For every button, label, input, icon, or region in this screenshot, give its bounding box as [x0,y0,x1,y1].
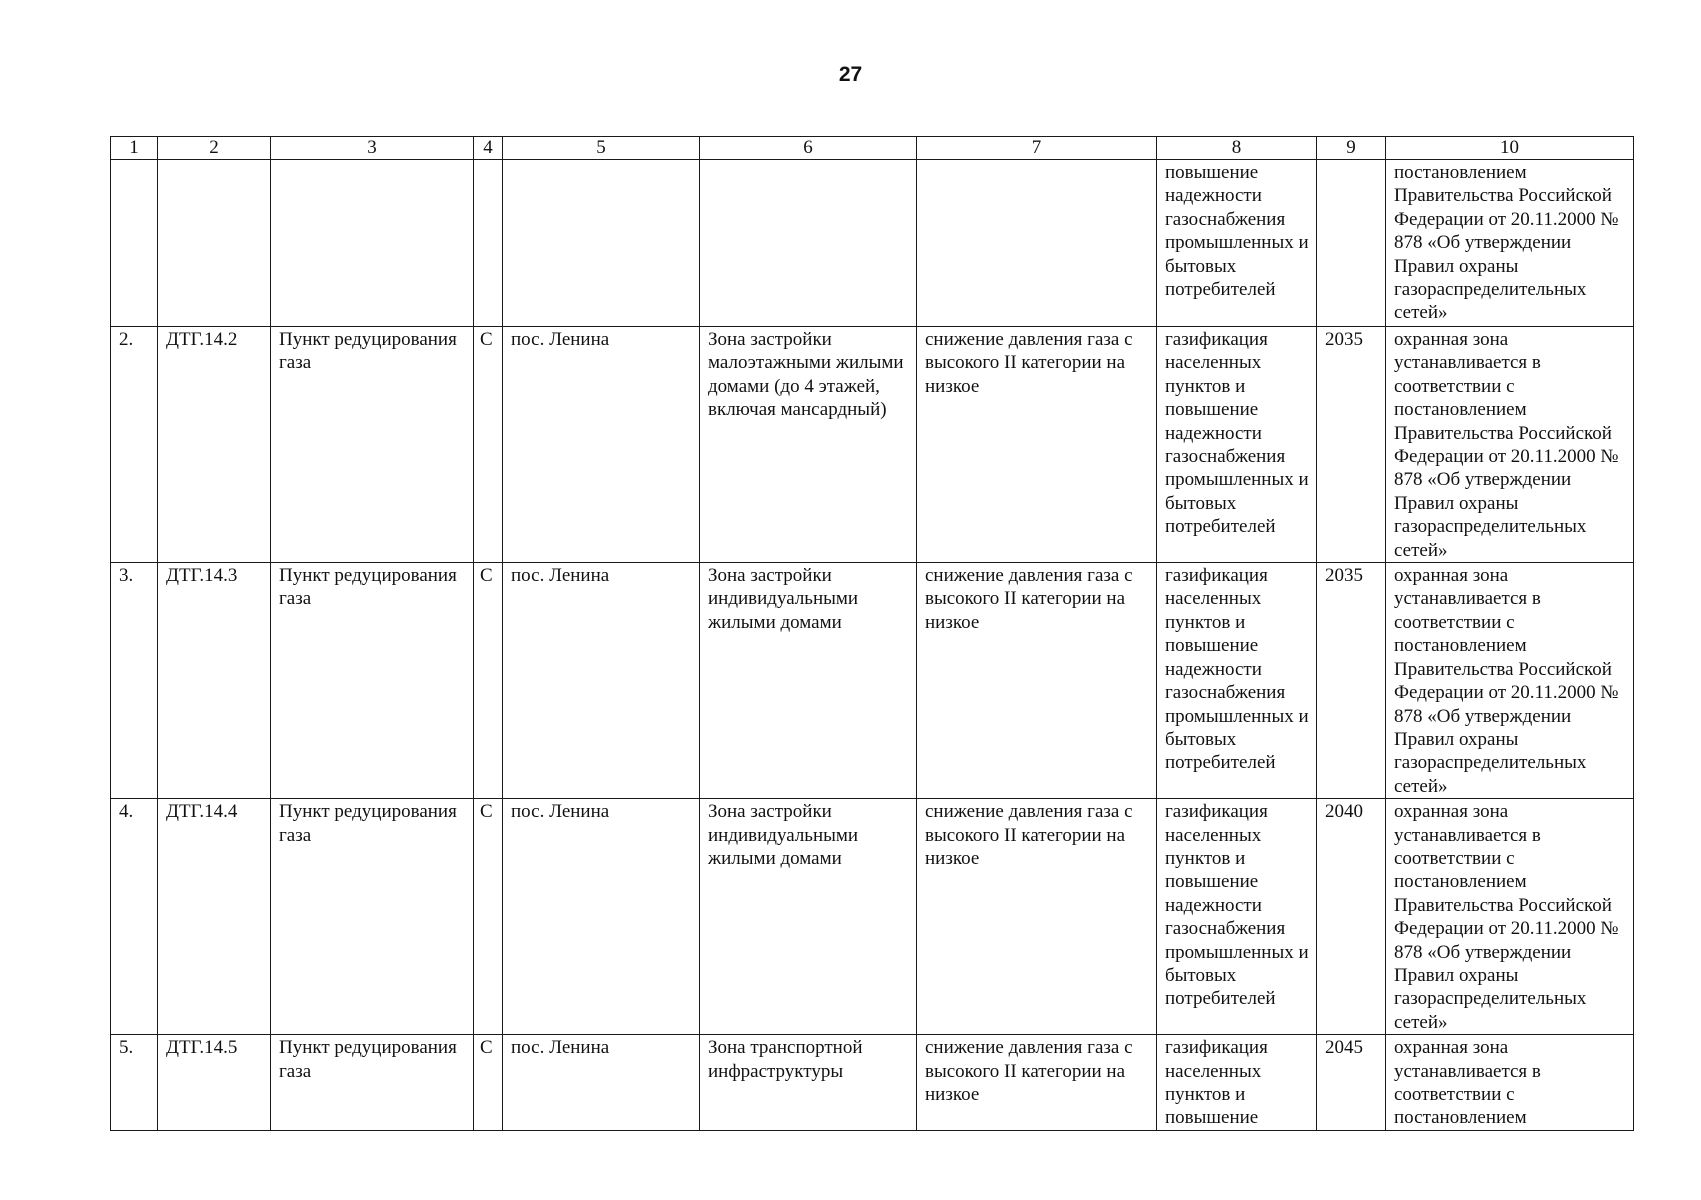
object-code-cell: ДТГ.14.3 [158,563,271,799]
characteristics-cell: снижение давления газа с высокого II категории на низкое [917,799,1157,1035]
table-row [111,799,1634,1035]
status-cell: С [474,563,503,799]
status-cell [474,160,503,327]
table-header-row [111,137,1634,160]
object-code-cell: ДТГ.14.2 [158,327,271,563]
header-cell-4: 4 [474,137,503,160]
object-name-cell [271,160,474,327]
object-code-cell: ДТГ.14.4 [158,799,271,1035]
year-cell: 2035 [1317,327,1386,563]
purpose-cell: газификация населенных пунктов и повышение надежности газоснабжения промышленных и бытовых потребителей [1157,563,1317,799]
row-number-cell: 3. [111,563,158,799]
status-cell: С [474,327,503,563]
table-row [111,160,1634,327]
protection-zone-cell: охранная зона устанавливается в соответствии с постановлением Правительства Российской Федерации от 20.11.2000 № 878 «Об утверждении Правил охраны газораспределительных сетей» [1386,563,1634,799]
object-code-cell [158,160,271,327]
header-cell-6: 6 [700,137,917,160]
table-row [111,563,1634,799]
purpose-cell: газификация населенных пунктов и повышение надежности газоснабжения промышленных и бытовых потребителей [1157,327,1317,563]
status-cell: С [474,1035,503,1131]
characteristics-cell [917,160,1157,327]
characteristics-cell: снижение давления газа с высокого II категории на низкое [917,1035,1157,1131]
zone-cell: Зона застройки индивидуальными жилыми домами [700,799,917,1035]
row-number-cell: 4. [111,799,158,1035]
purpose-cell: газификация населенных пунктов и повышение [1157,1035,1317,1131]
table-row [111,327,1634,563]
location-cell: пос. Ленина [503,799,700,1035]
header-cell-8: 8 [1157,137,1317,160]
header-cell-9: 9 [1317,137,1386,160]
purpose-cell: повышение надежности газоснабжения промышленных и бытовых потребителей [1157,160,1317,327]
protection-zone-cell: постановлением Правительства Российской Федерации от 20.11.2000 № 878 «Об утверждении Правил охраны газораспределительных сетей» [1386,160,1634,327]
location-cell: пос. Ленина [503,327,700,563]
year-cell: 2045 [1317,1035,1386,1131]
characteristics-cell: снижение давления газа с высокого II категории на низкое [917,327,1157,563]
location-cell: пос. Ленина [503,563,700,799]
year-cell [1317,160,1386,327]
objects-table [110,136,1634,1131]
purpose-cell: газификация населенных пунктов и повышение надежности газоснабжения промышленных и бытовых потребителей [1157,799,1317,1035]
header-cell-2: 2 [158,137,271,160]
page-number: 27 [838,63,863,86]
protection-zone-cell: охранная зона устанавливается в соответствии с постановлением Правительства Российской Федерации от 20.11.2000 № 878 «Об утверждении Правил охраны газораспределительных сетей» [1386,799,1634,1035]
zone-cell: Зона транспортной инфраструктуры [700,1035,917,1131]
object-code-cell: ДТГ.14.5 [158,1035,271,1131]
location-cell: пос. Ленина [503,1035,700,1131]
zone-cell: Зона застройки малоэтажными жилыми домами (до 4 этажей, включая мансардный) [700,327,917,563]
protection-zone-cell: охранная зона устанавливается в соответствии с постановлением Правительства Российской Федерации от 20.11.2000 № 878 «Об утверждении Правил охраны газораспределительных сетей» [1386,327,1634,563]
year-cell: 2035 [1317,563,1386,799]
header-cell-7: 7 [917,137,1157,160]
status-cell: С [474,799,503,1035]
zone-cell [700,160,917,327]
table-row [111,1035,1634,1131]
characteristics-cell: снижение давления газа с высокого II категории на низкое [917,563,1157,799]
zone-cell: Зона застройки индивидуальными жилыми домами [700,563,917,799]
header-cell-3: 3 [271,137,474,160]
header-cell-5: 5 [503,137,700,160]
row-number-cell: 5. [111,1035,158,1131]
location-cell [503,160,700,327]
object-name-cell: Пункт редуцирования газа [271,327,474,563]
object-name-cell: Пункт редуцирования газа [271,799,474,1035]
year-cell: 2040 [1317,799,1386,1035]
protection-zone-cell: охранная зона устанавливается в соответствии с постановлением [1386,1035,1634,1131]
header-cell-1: 1 [111,137,158,160]
row-number-cell: 2. [111,327,158,563]
row-number-cell [111,160,158,327]
object-name-cell: Пункт редуцирования газа [271,563,474,799]
header-cell-10: 10 [1386,137,1634,160]
object-name-cell: Пункт редуцирования газа [271,1035,474,1131]
